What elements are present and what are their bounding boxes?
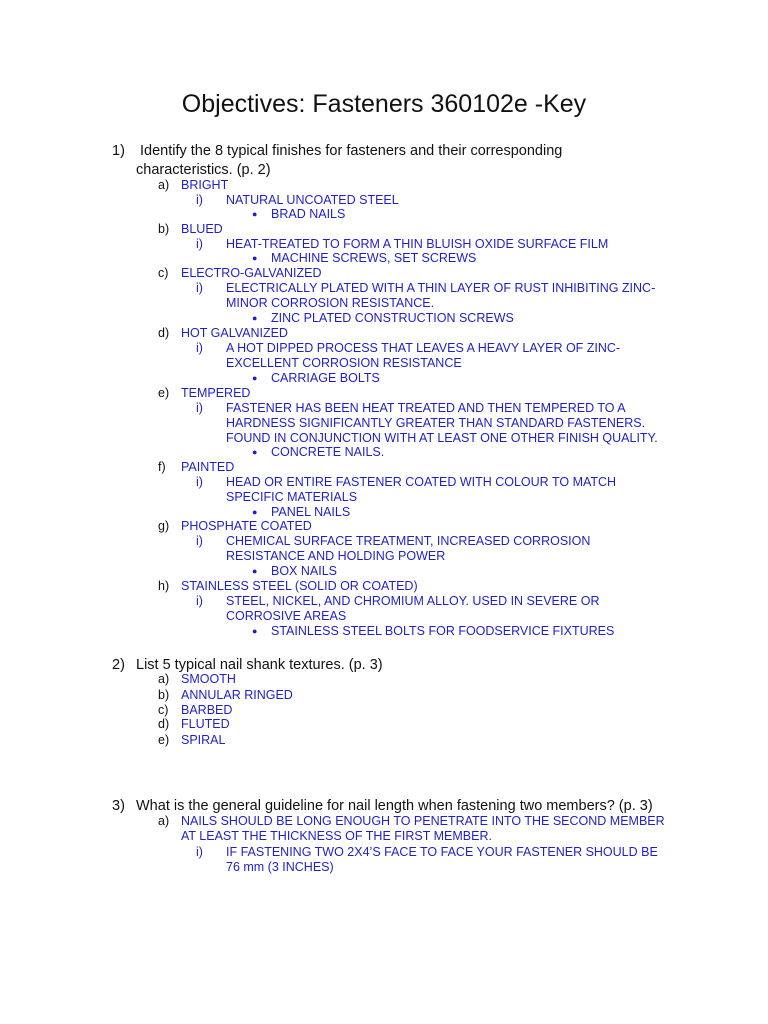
question-number: 1) — [112, 143, 125, 159]
bullet-icon: ● — [252, 507, 258, 517]
finish-description: SPECIFIC MATERIALS — [226, 490, 358, 504]
bullet-icon: ● — [252, 253, 258, 263]
sub-marker: i) — [196, 534, 203, 548]
finish-example: BRAD NAILS — [271, 207, 346, 221]
bullet-icon: ● — [252, 626, 258, 636]
sub-marker: i) — [196, 237, 203, 251]
finish-description: HARDNESS SIGNIFICANTLY GREATER THAN STANDARD FASTENERS. — [226, 416, 646, 430]
item-marker: e) — [158, 386, 170, 400]
finish-description: CORROSIVE AREAS — [226, 609, 347, 623]
sub-marker: i) — [196, 401, 203, 415]
question-text: What is the general guideline for nail length when fastening two members? (p. 3) — [136, 798, 653, 814]
finish-example: ZINC PLATED CONSTRUCTION SCREWS — [271, 311, 514, 325]
finish-description: HEAD OR ENTIRE FASTENER COATED WITH COLOUR TO MATCH — [226, 475, 617, 489]
item-marker: b) — [158, 688, 170, 702]
item-marker: g) — [158, 519, 170, 533]
finish-description: CHEMICAL SURFACE TREATMENT, INCREASED CORROSION — [226, 534, 591, 548]
item-marker: d) — [158, 326, 170, 340]
finish-description: STEEL, NICKEL, AND CHROMIUM ALLOY. USED IN SEVERE OR — [226, 594, 600, 608]
finish-description: FOUND IN CONJUNCTION WITH AT LEAST ONE OTHER FINISH QUALITY. — [226, 431, 658, 445]
finish-description: A HOT DIPPED PROCESS THAT LEAVES A HEAVY LAYER OF ZINC- — [226, 341, 621, 355]
finish-description: EXCELLENT CORROSION RESISTANCE — [226, 356, 462, 370]
answer-text: AT LEAST THE THICKNESS OF THE FIRST MEMBER. — [181, 829, 492, 843]
finish-example: CARRIAGE BOLTS — [271, 371, 380, 385]
texture-item: ANNULAR RINGED — [181, 688, 293, 702]
finish-example: STAINLESS STEEL BOLTS FOR FOODSERVICE FIXTURES — [271, 624, 615, 638]
item-marker: a) — [158, 178, 170, 192]
finish-description: ELECTRICALLY PLATED WITH A THIN LAYER OF RUST INHIBITING ZINC- — [226, 281, 656, 295]
finish-name: PHOSPHATE COATED — [181, 519, 312, 533]
finish-description: RESISTANCE AND HOLDING POWER — [226, 549, 446, 563]
answer-example: 76 mm (3 INCHES) — [226, 860, 334, 874]
item-marker: c) — [158, 703, 169, 717]
item-marker: h) — [158, 579, 170, 593]
finish-name: PAINTED — [181, 460, 235, 474]
question-number: 3) — [112, 798, 125, 814]
texture-item: SMOOTH — [181, 672, 236, 686]
sub-marker: i) — [196, 281, 203, 295]
bullet-icon: ● — [252, 209, 258, 219]
finish-description: HEAT-TREATED TO FORM A THIN BLUISH OXIDE SURFACE FILM — [226, 237, 609, 251]
texture-item: BARBED — [181, 703, 233, 717]
finish-description: MINOR CORROSION RESISTANCE. — [226, 296, 435, 310]
sub-marker: i) — [196, 193, 203, 207]
page-title: Objectives: Fasteners 360102e -Key — [181, 90, 587, 118]
finish-name: HOT GALVANIZED — [181, 326, 288, 340]
item-marker: a) — [158, 672, 170, 686]
item-marker: e) — [158, 733, 170, 747]
answer-text: NAILS SHOULD BE LONG ENOUGH TO PENETRATE INTO THE SECOND MEMBER — [181, 814, 665, 828]
answer-example: IF FASTENING TWO 2X4’S FACE TO FACE YOUR FASTENER SHOULD BE — [226, 845, 658, 859]
item-marker: f) — [158, 460, 166, 474]
finish-name: BLUED — [181, 222, 223, 236]
item-marker: c) — [158, 266, 169, 280]
finish-name: ELECTRO-GALVANIZED — [181, 266, 322, 280]
finish-example: BOX NAILS — [271, 564, 337, 578]
sub-marker: i) — [196, 475, 203, 489]
bullet-icon: ● — [252, 447, 258, 457]
finish-name: STAINLESS STEEL (SOLID OR COATED) — [181, 579, 418, 593]
bullet-icon: ● — [252, 313, 258, 323]
finish-description: FASTENER HAS BEEN HEAT TREATED AND THEN TEMPERED TO A — [226, 401, 626, 415]
texture-item: FLUTED — [181, 717, 230, 731]
finish-description: NATURAL UNCOATED STEEL — [226, 193, 399, 207]
bullet-icon: ● — [252, 566, 258, 576]
sub-marker: i) — [196, 594, 203, 608]
question-text: List 5 typical nail shank textures. (p. 3) — [136, 657, 383, 673]
finish-name: TEMPERED — [181, 386, 251, 400]
bullet-icon: ● — [252, 373, 258, 383]
item-marker: b) — [158, 222, 170, 236]
question-text-line-2: characteristics. (p. 2) — [136, 162, 271, 178]
item-marker: a) — [158, 814, 170, 828]
sub-marker: i) — [196, 845, 203, 859]
finish-example: CONCRETE NAILS. — [271, 445, 385, 459]
finish-name: BRIGHT — [181, 178, 229, 192]
question-number: 2) — [112, 657, 125, 673]
finish-example: PANEL NAILS — [271, 505, 351, 519]
question-text-line-1: Identify the 8 typical finishes for fasteners and their corresponding — [140, 143, 563, 159]
item-marker: d) — [158, 717, 170, 731]
texture-item: SPIRAL — [181, 733, 226, 747]
sub-marker: i) — [196, 341, 203, 355]
finish-example: MACHINE SCREWS, SET SCREWS — [271, 251, 477, 265]
